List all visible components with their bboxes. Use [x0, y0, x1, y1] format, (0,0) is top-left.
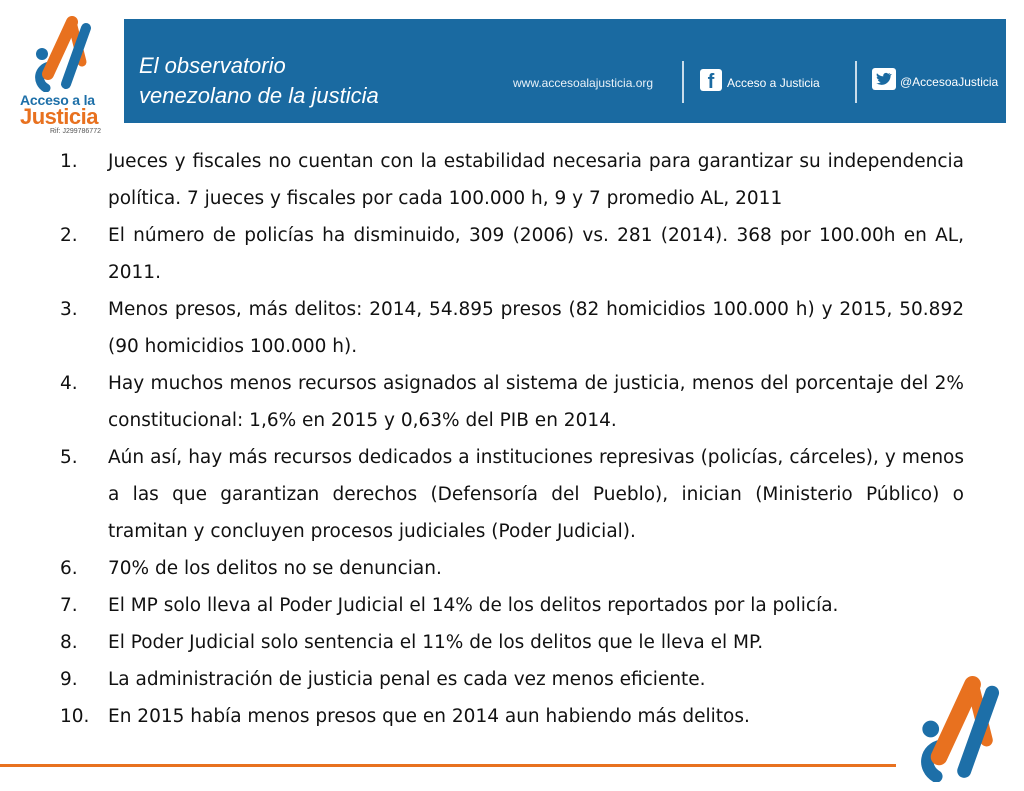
- list-item: [60, 661, 964, 698]
- footer-accent-line: [0, 764, 896, 767]
- list-item: [60, 291, 964, 365]
- list-item: [60, 365, 964, 439]
- banner-divider: [855, 61, 857, 103]
- banner-title-line2: venezolano de la justicia: [139, 83, 379, 108]
- list-item-number: 1.: [60, 151, 78, 172]
- justice-mark-icon: [910, 676, 1010, 782]
- facebook-link[interactable]: Acceso a Justicia: [727, 76, 820, 90]
- list-item: [60, 217, 964, 291]
- logo-text-justicia: Justicia: [20, 104, 98, 129]
- list-item: [60, 698, 964, 735]
- list-item-number: 8.: [60, 632, 78, 653]
- list-item-number: 6.: [60, 558, 78, 579]
- list-item-text: El Poder Judicial solo sentencia el 11% de los delitos que le lleva el MP.: [108, 632, 764, 653]
- list-item-number: 7.: [60, 595, 78, 616]
- list-item: [60, 143, 964, 217]
- facebook-icon: f: [700, 69, 722, 91]
- list-item-number: 2.: [60, 225, 78, 246]
- logo-text-top: Acceso a la: [20, 92, 95, 108]
- list-item: [60, 624, 964, 661]
- list-item-number: 5.: [60, 447, 78, 468]
- list-item-text: Jueces y fiscales no cuentan con la estabilidad necesaria para garantizar su independencia política. 7 jueces y fiscales por cada 100.000 h, 9 y 7 promedio AL, 2011: [108, 151, 964, 209]
- list-item-text: El número de policías ha disminuido, 309 (2006) vs. 281 (2014). 368 por 100.00h en AL, 2011.: [108, 225, 964, 283]
- website-link[interactable]: www.accesoalajusticia.org: [513, 76, 654, 90]
- banner-divider: [682, 61, 684, 103]
- findings-list: [60, 143, 964, 735]
- list-item-text: El MP solo lleva al Poder Judicial el 14% de los delitos reportados por la policía.: [108, 595, 839, 616]
- list-item-text: La administración de justicia penal es cada vez menos eficiente.: [108, 669, 706, 690]
- justice-mark-icon: [28, 16, 98, 92]
- logo-rif: Rif: J299786772: [50, 128, 101, 135]
- list-item-text: Aún así, hay más recursos dedicados a instituciones represivas (policías, cárceles), y menos a las que garantizan derechos (Defensoría del Pueblo), inician (Ministerio Público) o tramitan y concluyen procesos judiciales (Poder Judicial).: [108, 447, 964, 542]
- list-item: [60, 550, 964, 587]
- list-item-number: 10.: [60, 706, 90, 727]
- banner-title: [139, 51, 379, 111]
- list-item-text: Hay muchos menos recursos asignados al sistema de justicia, menos del porcentaje del 2% constitucional: 1,6% en 2015 y 0,63% del PIB en 2014.: [108, 373, 964, 431]
- acceso-justicia-logo: [18, 16, 110, 135]
- twitter-icon: [872, 68, 896, 90]
- list-item: [60, 587, 964, 624]
- list-item: [60, 439, 964, 550]
- header-banner: [124, 19, 1006, 123]
- list-item-number: 9.: [60, 669, 78, 690]
- twitter-link[interactable]: @AccesoaJusticia: [900, 75, 999, 89]
- list-item-number: 3.: [60, 299, 78, 320]
- list-item-number: 4.: [60, 373, 78, 394]
- list-item-text: 70% de los delitos no se denuncian.: [108, 558, 442, 579]
- list-item-text: En 2015 había menos presos que en 2014 aun habiendo más delitos.: [108, 706, 750, 727]
- banner-title-line1: El observatorio: [139, 53, 286, 78]
- list-item-text: Menos presos, más delitos: 2014, 54.895 presos (82 homicidios 100.000 h) y 2015, 50.892 (90 homicidios 100.000 h).: [108, 299, 964, 357]
